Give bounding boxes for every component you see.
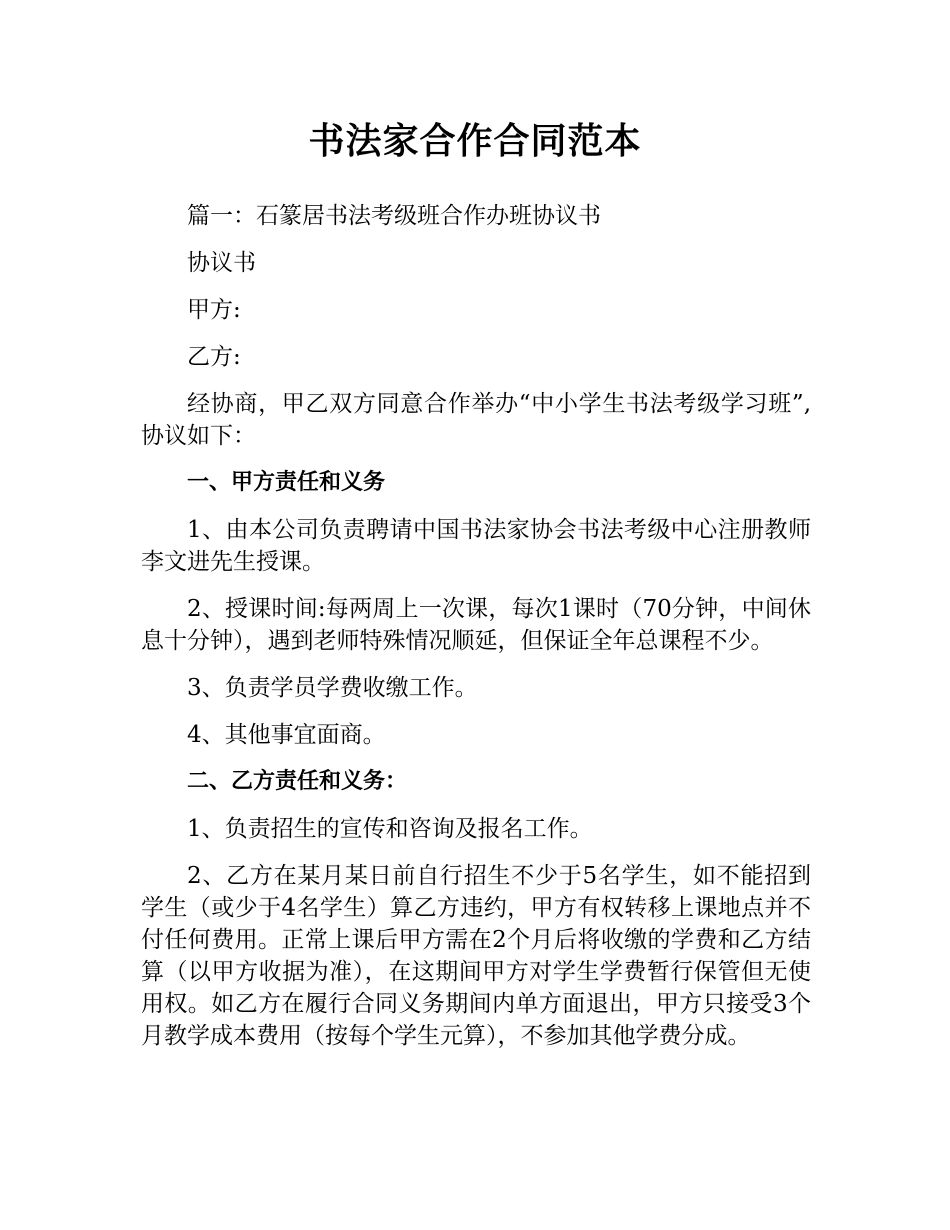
document-title: 书法家合作合同范本 bbox=[308, 121, 642, 162]
document-body bbox=[141, 200, 811, 1052]
agreement-intro: 经协商，甲乙双方同意合作举办“中小学生书法考级学习班”,协议如下： bbox=[141, 391, 811, 449]
party-b-duty-1: 1、负责招生的宣传和咨询及报名工作。 bbox=[187, 816, 593, 842]
party-a-duty-4: 4、其他事宜面商。 bbox=[187, 722, 386, 748]
agreement-heading: 协议书 bbox=[187, 250, 256, 276]
section-title-paragraph: 篇一：石篆居书法考级班合作办班协议书 bbox=[187, 203, 601, 229]
party-a-duties-heading: 一、甲方责任和义务 bbox=[187, 470, 386, 495]
party-a-line: 甲方: bbox=[187, 297, 241, 323]
party-b-duties-heading: 二、乙方责任和义务： bbox=[187, 769, 408, 794]
party-a-duty-1: 1、由本公司负责聘请中国书法家协会书法考级中心注册教师李文进先生授课。 bbox=[141, 517, 811, 575]
party-b-line: 乙方: bbox=[187, 344, 241, 370]
party-b-duty-2: 2、乙方在某月某日前自行招生不少于5名学生，如不能招到学生（或少于4名学生）算乙方违约，甲方有权转移上课地点并不付任何费用。正常上课后甲方需在2个月后将收缴的学费和乙方结算（以甲方收据为准），在这期间甲方对学生学费暂行保管但无使用权。如乙方在履行合同义务期间内单方面退出，甲方只接受3个月教学成本费用（按每个学生元算），不参加其他学费分成。 bbox=[141, 863, 811, 1049]
party-a-duty-3: 3、负责学员学费收缴工作。 bbox=[187, 675, 478, 701]
party-a-duty-2: 2、授课时间:每两周上一次课，每次1课时（70分钟，中间休息十分钟），遇到老师特殊情况顺延，但保证全年总课程不少。 bbox=[141, 596, 811, 654]
